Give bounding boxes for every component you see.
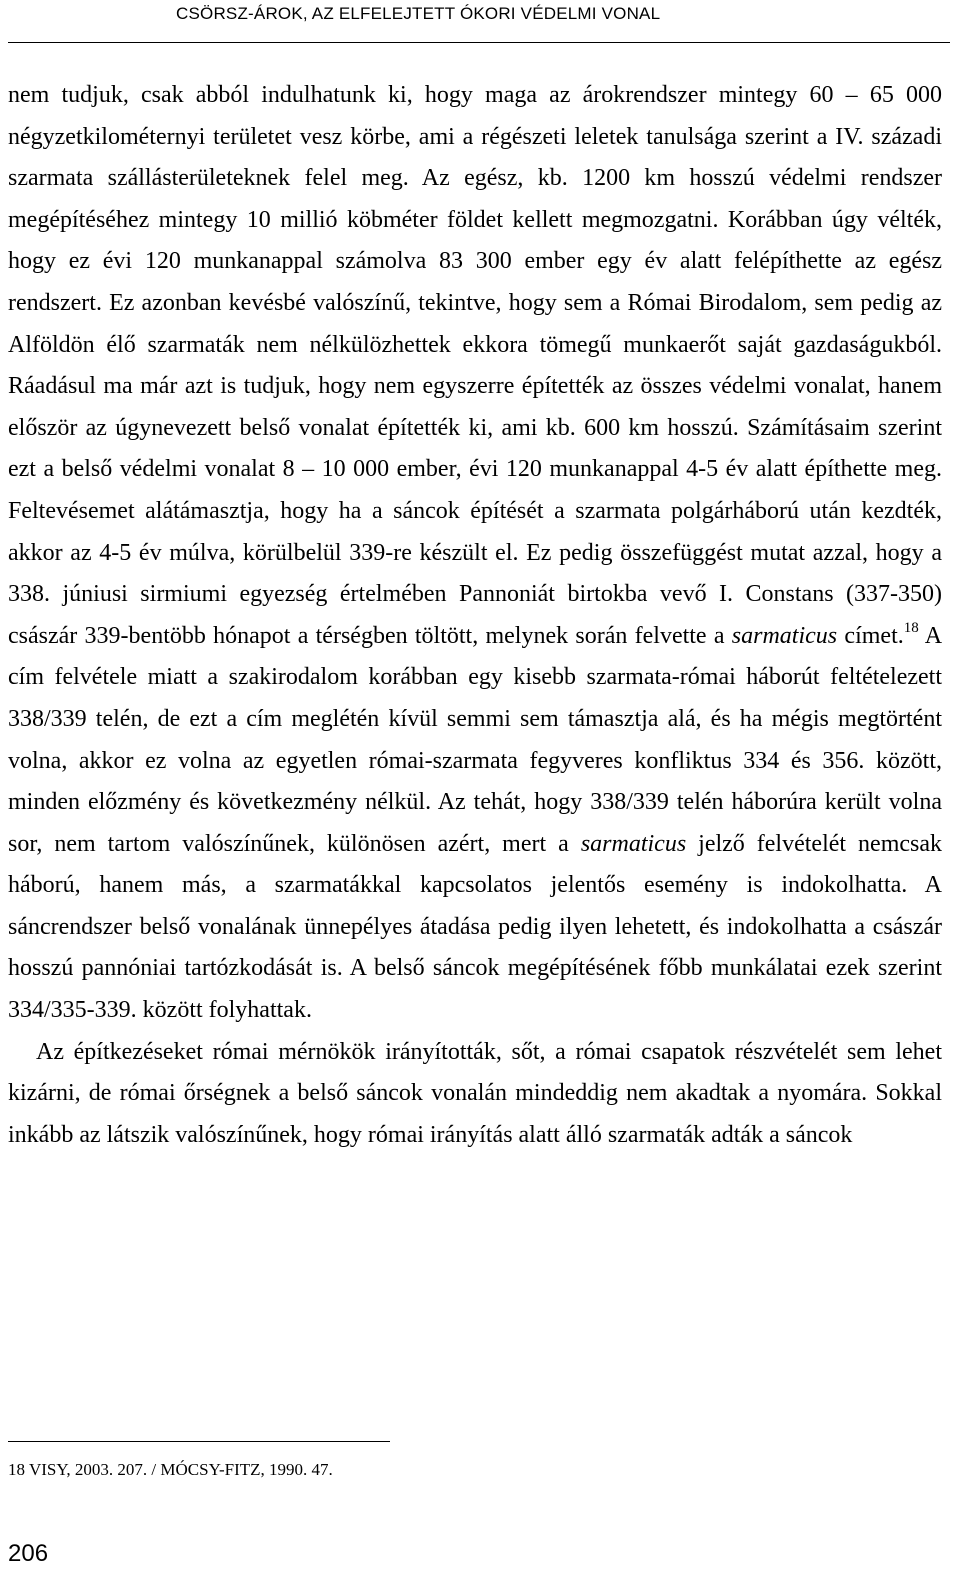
paragraph-1-text-b: címet. — [844, 622, 904, 649]
footnote-divider — [8, 1441, 390, 1442]
page-number: 206 — [8, 1540, 49, 1567]
paragraph-1-text-c: A cím felvétele miatt a szakirodalom korábban egy kisebb szarmata-római háborút feltételezett 338/339 telén, de ezt a cím meglétén kívül semmi sem támasztja alá, és ha mégis megtörtént volna, akkor ez volna az egyetlen római-szarmata fegyveres konfliktus 334 és 356. között, minden előzmény és következmény nélkül. Az tehát, hogy 338/339 telén háborúra került volna sor, nem tartom valószínűnek, különösen azért, mert a — [8, 622, 943, 857]
paragraph-1 — [8, 75, 942, 1032]
footnote-reference[interactable]: 18 — [903, 619, 919, 636]
main-text — [8, 75, 942, 1156]
header-divider — [8, 42, 950, 43]
italic-term-sarmaticus: sarmaticus — [731, 622, 838, 649]
italic-term-sarmaticus-2: sarmaticus — [580, 830, 687, 857]
paragraph-2: Az építkezéseket római mérnökök irányították, sőt, a római csapatok részvételét sem lehet kizárni, de római őrségnek a belső sáncok vonalán mindeddig nem akadtak a nyomára. Sokkal inkább az látszik valószínűnek, hogy római irányítás alatt álló szarmaták adták a sáncok — [8, 1038, 942, 1148]
footnote-18: 18 VISY, 2003. 207. / MÓCSY-FITZ, 1990. 47. — [8, 1460, 333, 1479]
running-header: CSÖRSZ-ÁROK, AZ ELFELEJTETT ÓKORI VÉDELMI VONAL — [176, 4, 661, 23]
paragraph-1-text-a: nem tudjuk, csak abból indulhatunk ki, hogy maga az árokrendszer mintegy 60 – 65 000 négyzetkilométernyi területet vesz körbe, ami a régészeti leletek tanulsága szerint a IV. századi szarmata szállásterületeknek felel meg. Az egész, kb. 1200 km hosszú védelmi rendszer megépítéséhez mintegy 10 millió köbméter földet kellett megmozgatni. Korábban úgy vélték, hogy ez évi 120 munkanappal számolva 83 300 ember egy év alatt felépíthette az egész rendszert. Ez azonban kevésbé valószínű, tekintve, hogy sem a Római Birodalom, sem pedig az Alföldön élő szarmaták nem nélkülözhettek ekkora tömegű munkaerőt saját gazdaságukból. Ráadásul ma már azt is tudjuk, hogy nem egyszerre építették az összes védelmi vonalat, hanem először az úgynevezett belső vonalat építették ki, ami kb. 600 km hosszú. Számításaim szerint ezt a belső védelmi vonalat 8 – 10 000 ember, évi 120 munkanappal 4-5 év alatt építhette meg. Feltevésemet alátámasztja, hogy ha a sáncok építését a szarmata polgárháború után kezdték, akkor az 4-5 év múlva, körülbelül 339-re készült el. Ez pedig összefüggést mutat azzal, hogy a 338. júniusi sirmiumi egyezség értelmében Pannoniát birtokba vevő I. Constans (337-350) császár 339-bentöbb hónapot a térségben töltött, melynek során felvette a — [8, 82, 942, 649]
paragraph-1-text-d: jelző felvételét nemcsak háború, hanem más, a szarmatákkal kapcsolatos jelentős esemény is indokolhatta. A sáncrendszer belső vonalának ünnepélyes átadása pedig ilyen lehetett, és indokolhatta a császár hosszú pannóniai tartózkodását is. A belső sáncok megépítésének főbb munkálatai ezek szerint 334/335-339. között folyhattak. — [8, 830, 943, 1024]
